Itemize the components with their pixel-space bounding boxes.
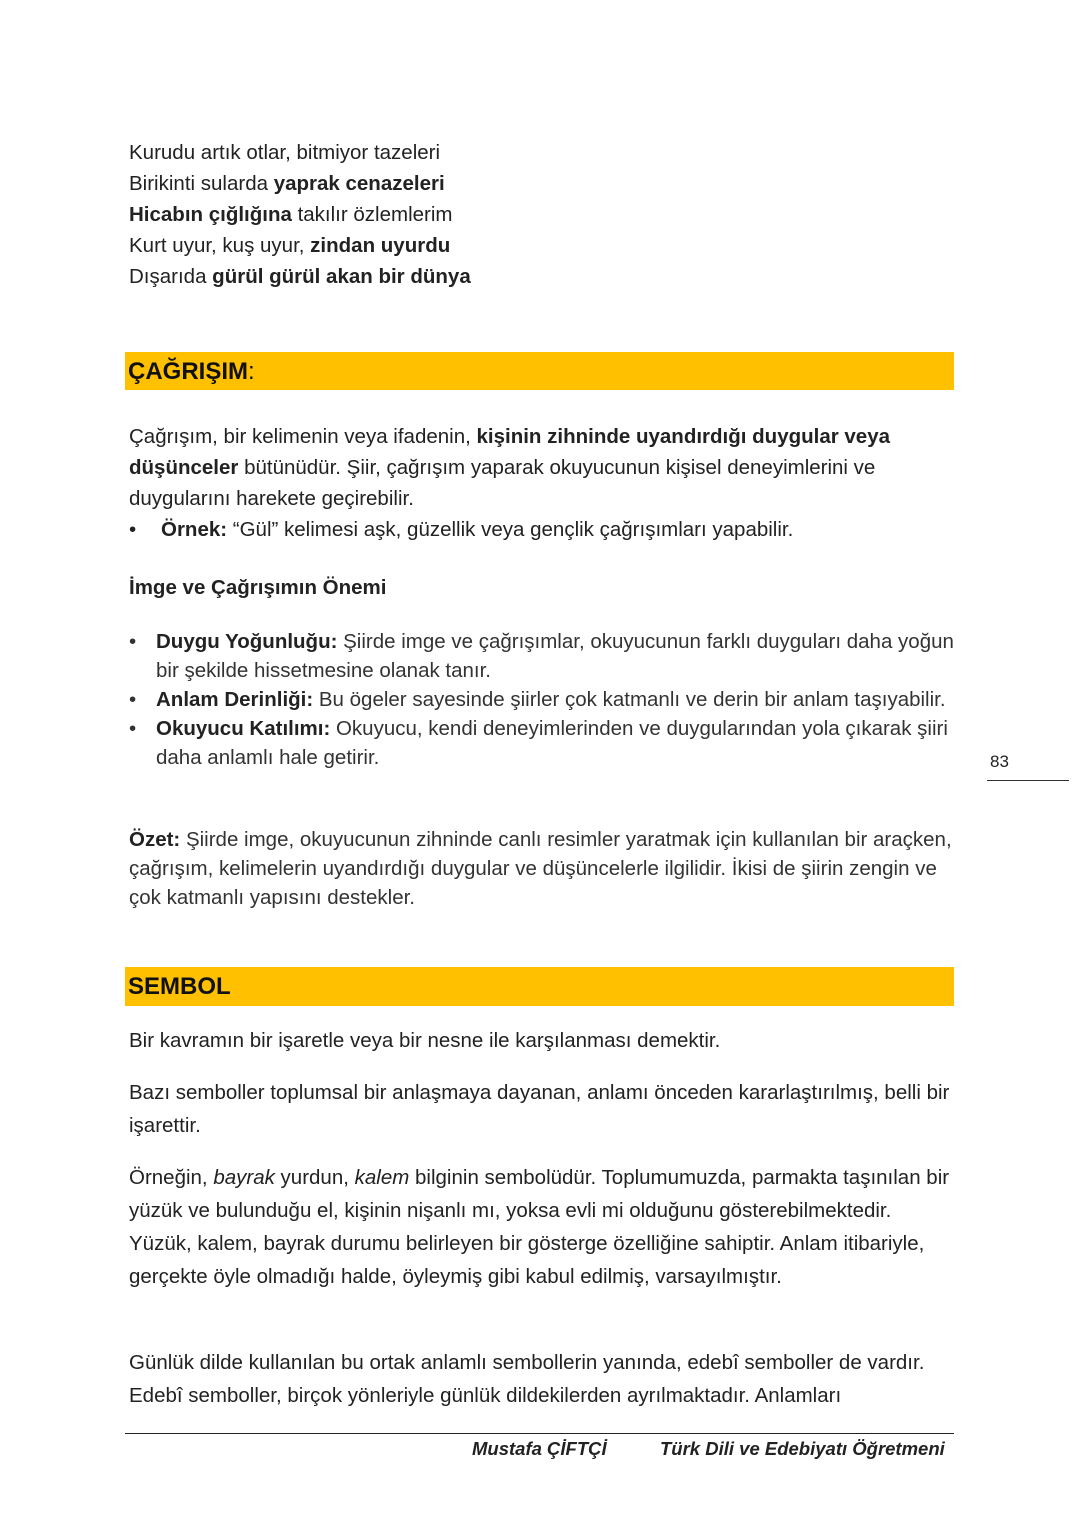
footer-author: Mustafa ÇİFTÇİ	[472, 1438, 607, 1459]
sembol-paragraph-4: Günlük dilde kullanılan bu ortak anlamlı sembollerin yanında, edebî semboller de vardır. Edebî semboller, birçok yönleriyle günlük dildekilerden ayrılmaktadır. Anlamları	[129, 1351, 925, 1407]
poem-line: Dışarıda gürül gürül akan bir dünya	[129, 265, 471, 288]
bullet-icon: •	[129, 630, 137, 653]
poem	[129, 137, 471, 292]
sembol-paragraph-3: Örneğin, bayrak yurdun, kalem bilginin sembolüdür. Toplumumuzda, parmakta taşınılan bir yüzük ve bulunduğu el, kişinin nişanlı mı, yoksa evli mi olduğunu gösterebilmektedir. Yüzük, kalem, bayrak durumu belirleyen bir gösterge özelliğine sahiptir. Anlam itibariyle, gerçekte öyle olmadığı halde, öyleymiş gibi kabul edilmiş, varsayılmıştır.	[129, 1166, 950, 1288]
poem-line: Kurt uyur, kuş uyur, zindan uyurdu	[129, 234, 451, 257]
bullet-icon: •	[129, 688, 137, 711]
list-item: • Okuyucu Katılımı: Okuyucu, kendi deneyimlerinden ve duygularından yola çıkarak şiiri daha anlamlı hale getirir.	[129, 714, 954, 772]
sembol-paragraph-2: Bazı semboller toplumsal bir anlaşmaya dayanan, anlamı önceden kararlaştırılmış, belli bir işarettir.	[129, 1081, 950, 1137]
importance-list	[129, 627, 954, 772]
footer-title: Türk Dili ve Edebiyatı Öğretmeni	[660, 1438, 945, 1459]
poem-line: Hicabın çığlığına takılır özlemlerim	[129, 203, 453, 226]
subheading: İmge ve Çağrışımın Önemi	[129, 576, 387, 599]
list-item: • Duygu Yoğunluğu: Şiirde imge ve çağrışımlar, okuyucunun farklı duyguları daha yoğun bir şekilde hissetmesine olanak tanır.	[129, 627, 954, 685]
cagrisim-definition: Çağrışım, bir kelimenin veya ifadenin, kişinin zihninde uyandırdığı duygular veya düşünceler bütünüdür. Şiir, çağrışım yaparak okuyucunun kişisel deneyimlerini ve duygularını harekete geçirebilir.	[129, 425, 891, 510]
section-heading-sembol: SEMBOL	[125, 967, 954, 1006]
sembol-paragraph-1: Bir kavramın bir işaretle veya bir nesne ile karşılanması demektir.	[129, 1029, 721, 1052]
footer-rule	[125, 1433, 954, 1434]
summary-paragraph: Özet: Şiirde imge, okuyucunun zihninde canlı resimler yaratmak için kullanılan bir araçken, çağrışım, kelimelerin uyandırdığı duygular ve düşüncelerle ilgilidir. İkisi de şiirin zengin ve çok katmanlı yapısını destekler.	[129, 828, 952, 909]
bullet-icon: •	[129, 717, 137, 740]
page-number: 83	[990, 752, 1009, 771]
poem-line: Birikinti sularda yaprak cenazeleri	[129, 172, 445, 195]
page-number-rule	[987, 780, 1069, 781]
bullet-icon: •	[129, 518, 137, 541]
poem-line: Kurudu artık otlar, bitmiyor tazeleri	[129, 141, 441, 164]
section-heading-cagrisim: ÇAĞRIŞIM:	[125, 352, 954, 390]
list-item: • Anlam Derinliği: Bu ögeler sayesinde şiirler çok katmanlı ve derin bir anlam taşıyabilir.	[129, 685, 954, 714]
